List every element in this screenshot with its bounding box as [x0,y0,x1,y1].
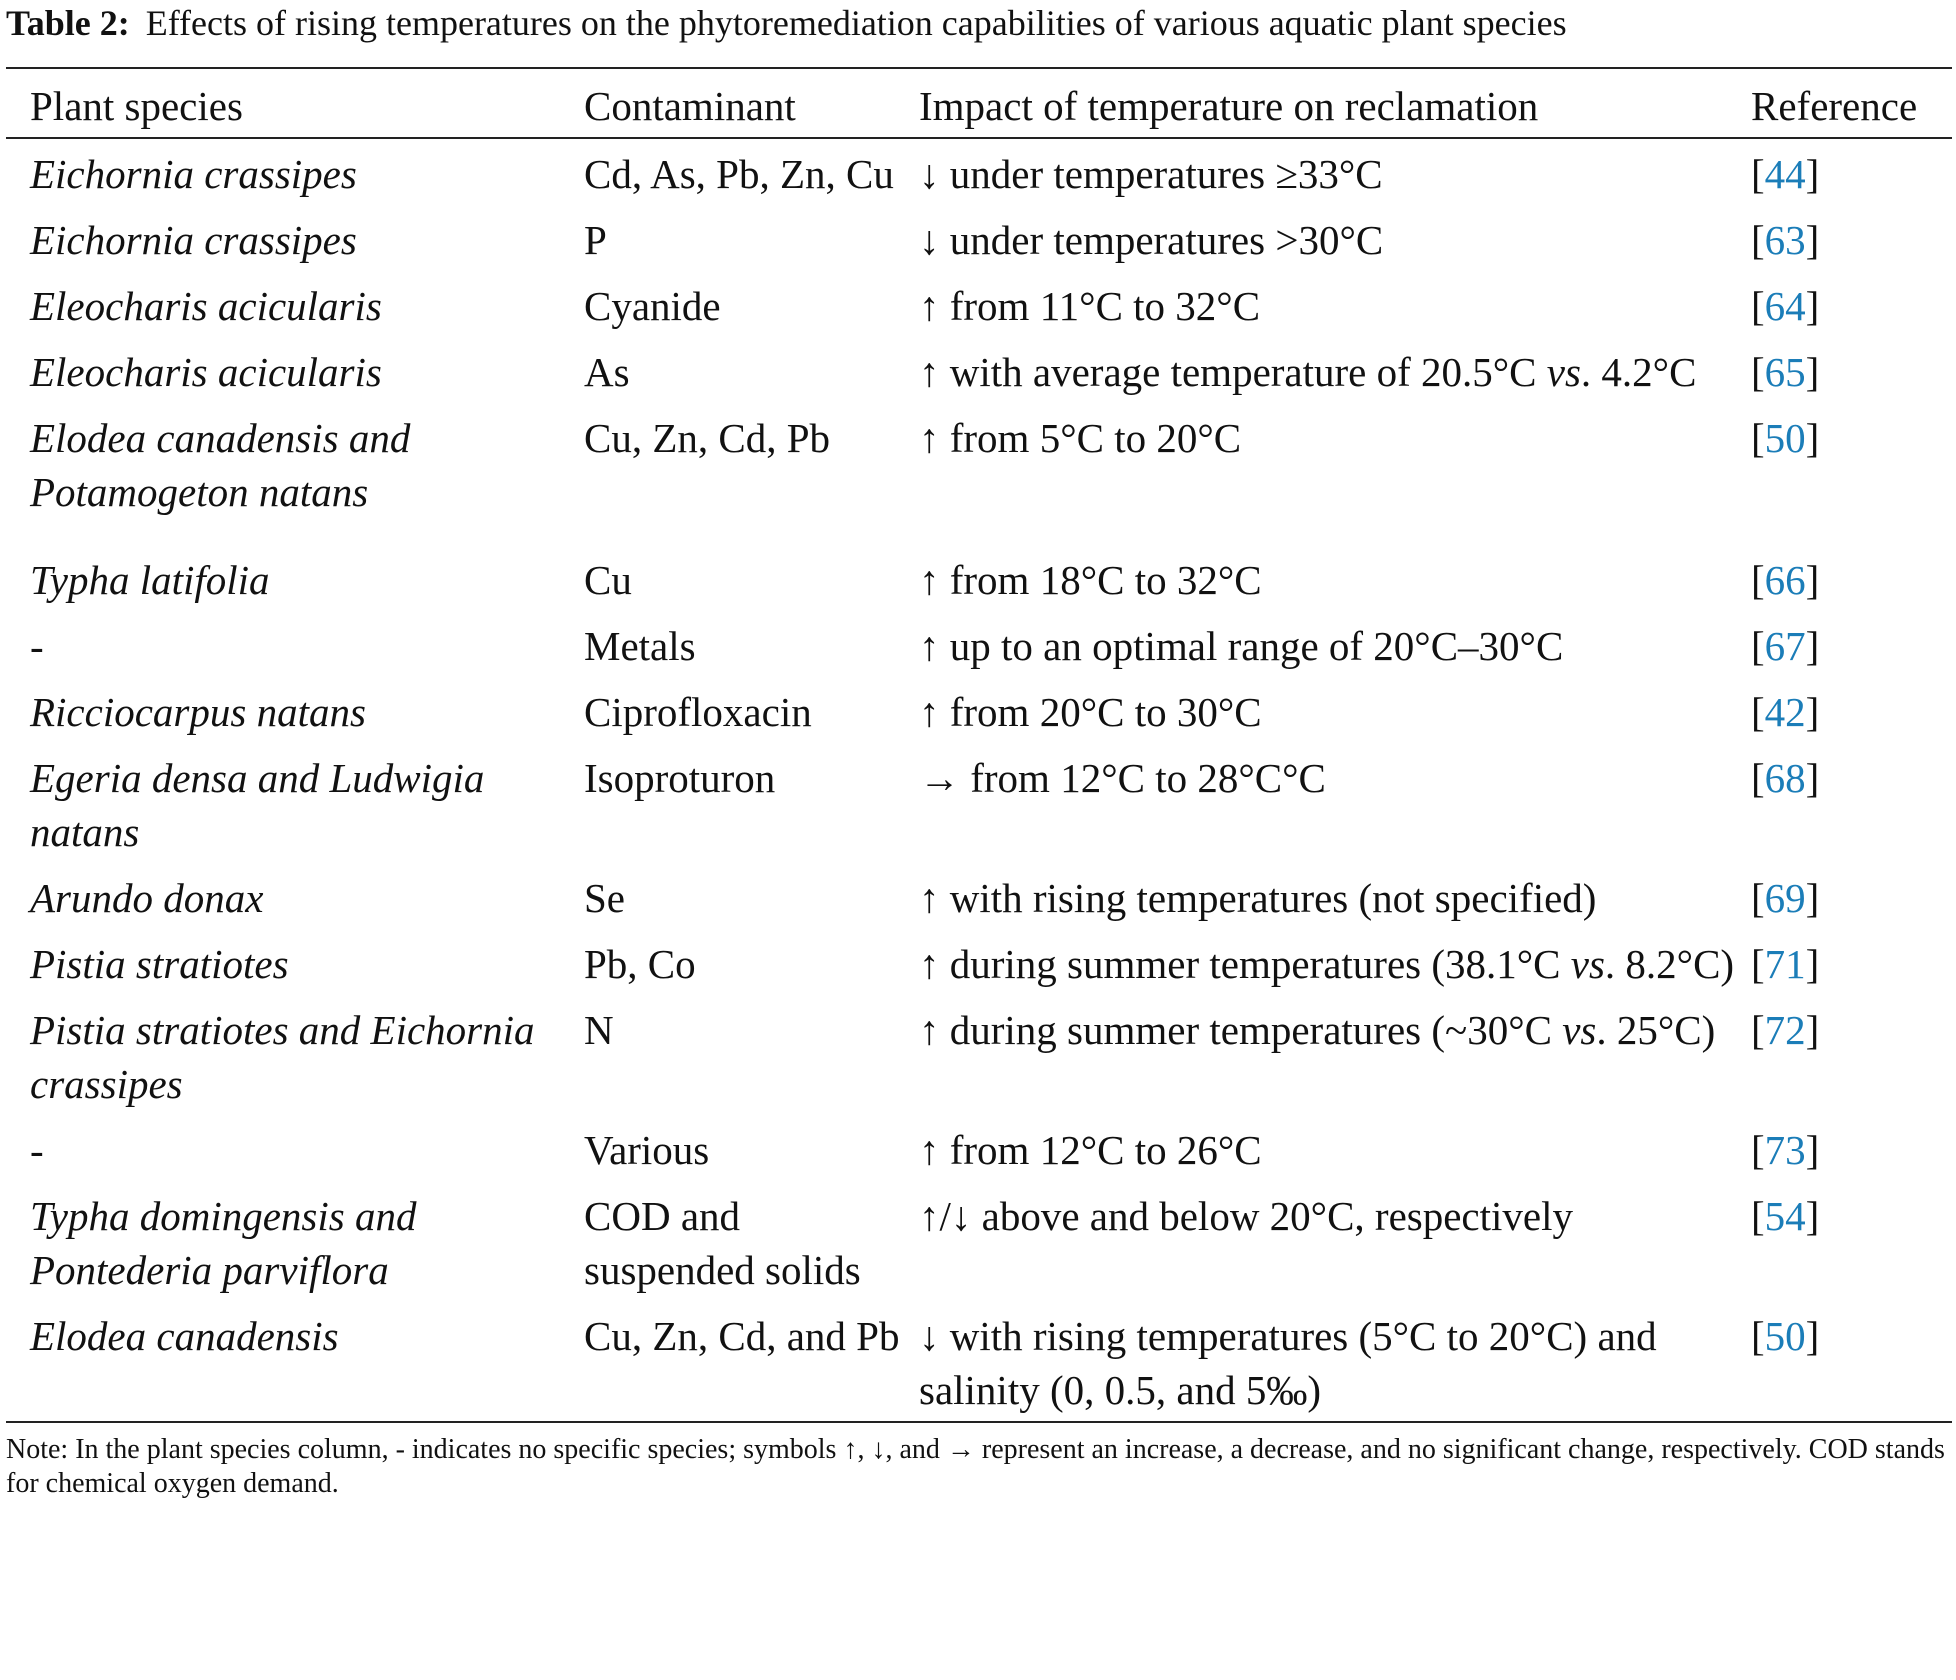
cell-contaminant: Metals [584,623,696,669]
table-caption [6,0,1952,44]
table-row [6,995,1952,1115]
cell-impact: ↑ from 12°C to 26°C [919,1127,1262,1173]
reference-link[interactable]: 63 [1764,217,1806,263]
cell-reference: [44] [1751,151,1820,197]
cell-impact: ↑/↓ above and below 20°C, respectively [919,1193,1573,1239]
impact-vs: vs [1562,1007,1597,1053]
cell-reference: [64] [1751,283,1820,329]
table-row [6,337,1952,403]
cell-contaminant: Cu, Zn, Cd, Pb [584,415,831,461]
reference-link[interactable]: 42 [1764,689,1806,735]
impact-text: ↑ during summer temperatures (38.1°C [919,941,1571,987]
data-table [6,67,1952,1423]
cell-contaminant: Cu, Zn, Cd, and Pb [584,1313,900,1359]
cell-contaminant: N [584,1007,614,1053]
header-plant-species: Plant species [30,83,243,129]
impact-vs: vs [1546,349,1581,395]
reference-link[interactable]: 54 [1764,1193,1806,1239]
cell-impact: ↑ from 11°C to 32°C [919,283,1261,329]
reference-link[interactable]: 50 [1764,1313,1806,1359]
cell-impact: ↑ with rising temperatures (not specified) [919,875,1597,921]
header-contaminant: Contaminant [584,83,796,129]
impact-text-end: . 4.2°C [1580,349,1697,395]
cell-contaminant: Se [584,875,625,921]
cell-species: - [30,1127,44,1173]
cell-contaminant: Pb, Co [584,941,696,987]
cell-impact [919,337,1751,403]
cell-reference: [50] [1751,1313,1820,1359]
cell-reference: [54] [1751,1193,1820,1239]
cell-contaminant: Isoproturon [584,755,776,801]
cell-reference: [68] [1751,755,1820,801]
reference-link[interactable]: 72 [1764,1007,1806,1053]
cell-impact: ↑ from 20°C to 30°C [919,689,1262,735]
cell-species: Typha latifolia [30,557,270,603]
table-row [6,205,1952,271]
cell-reference: [69] [1751,875,1820,921]
cell-species: Eleocharis acicularis [30,283,382,329]
cell-contaminant: Cu [584,557,632,603]
cell-reference: [72] [1751,1007,1820,1053]
table-row [6,1301,1952,1422]
table-row [6,1115,1952,1181]
cell-reference: [63] [1751,217,1820,263]
reference-link[interactable]: 44 [1764,151,1806,197]
cell-contaminant: Cd, As, Pb, Zn, Cu [584,151,894,197]
impact-text: ↑ with average temperature of 20.5°C [919,349,1547,395]
cell-reference: [50] [1751,415,1820,461]
reference-link[interactable]: 69 [1764,875,1806,921]
reference-link[interactable]: 73 [1764,1127,1806,1173]
cell-species: Typha domingensis and Pontederia parviflora [30,1193,417,1293]
cell-species: - [30,623,44,669]
table-row [6,271,1952,337]
reference-link[interactable]: 65 [1764,349,1806,395]
reference-link[interactable]: 68 [1764,755,1806,801]
cell-reference: [66] [1751,557,1820,603]
impact-vs: vs [1570,941,1605,987]
cell-contaminant: COD and suspended solids [584,1193,861,1293]
table-row [6,677,1952,743]
reference-link[interactable]: 71 [1764,941,1806,987]
cell-contaminant: Various [584,1127,710,1173]
cell-impact [919,929,1751,995]
cell-impact: ↑ up to an optimal range of 20°C–30°C [919,623,1564,669]
table-row [6,863,1952,929]
caption-label: Table 2: [6,3,130,43]
table-row [6,611,1952,677]
impact-text-end: . 8.2°C) [1604,941,1735,987]
cell-reference: [42] [1751,689,1820,735]
cell-species: Pistia stratiotes and Eichornia crassipes [30,1007,535,1107]
cell-species: Eleocharis acicularis [30,349,382,395]
impact-text-end: . 25°C) [1596,1007,1716,1053]
reference-link[interactable]: 67 [1764,623,1806,669]
reference-link[interactable]: 66 [1764,557,1806,603]
header-row [6,68,1952,138]
header-reference: Reference [1751,83,1918,129]
cell-reference: [65] [1751,349,1820,395]
cell-species: Elodea canadensis and Potamogeton natans [30,415,411,515]
cell-impact: ↓ under temperatures >30°C [919,217,1384,263]
cell-contaminant: Cyanide [584,283,721,329]
cell-impact: → from 12°C to 28°C°C [919,755,1326,801]
table-row [6,929,1952,995]
cell-species: Egeria densa and Ludwigia natans [30,755,485,855]
cell-impact: ↓ under temperatures ≥33°C [919,151,1383,197]
cell-reference: [67] [1751,623,1820,669]
cell-reference: [71] [1751,941,1820,987]
cell-reference: [73] [1751,1127,1820,1173]
cell-contaminant: P [584,217,607,263]
cell-impact [919,995,1751,1115]
reference-link[interactable]: 64 [1764,283,1806,329]
cell-impact: ↑ from 5°C to 20°C [919,415,1242,461]
cell-contaminant: As [584,349,630,395]
table-row [6,545,1952,611]
cell-species: Ricciocarpus natans [30,689,366,735]
cell-impact: ↓ with rising temperatures (5°C to 20°C) and salinity (0, 0.5, and 5‰) [919,1313,1657,1413]
cell-impact: ↑ from 18°C to 32°C [919,557,1262,603]
cell-species: Eichornia crassipes [30,151,357,197]
reference-link[interactable]: 50 [1764,415,1806,461]
table-note: Note: In the plant species column, - indicates no specific species; symbols ↑, ↓, and → represent an increase, a decrease, and no significant change, respectively. COD stands for chemical oxygen demand. [6,1434,1945,1499]
table-row [6,743,1952,863]
cell-species: Pistia stratiotes [30,941,289,987]
header-impact: Impact of temperature on reclamation [919,83,1539,129]
impact-text: ↑ during summer temperatures (~30°C [919,1007,1563,1053]
cell-species: Elodea canadensis [30,1313,339,1359]
table-row [6,403,1952,545]
caption-text: Effects of rising temperatures on the phytoremediation capabilities of various aquatic plant species [145,3,1567,43]
cell-species: Eichornia crassipes [30,217,357,263]
table-row [6,138,1952,205]
cell-contaminant: Ciprofloxacin [584,689,812,735]
cell-species: Arundo donax [30,875,264,921]
table-row [6,1181,1952,1301]
